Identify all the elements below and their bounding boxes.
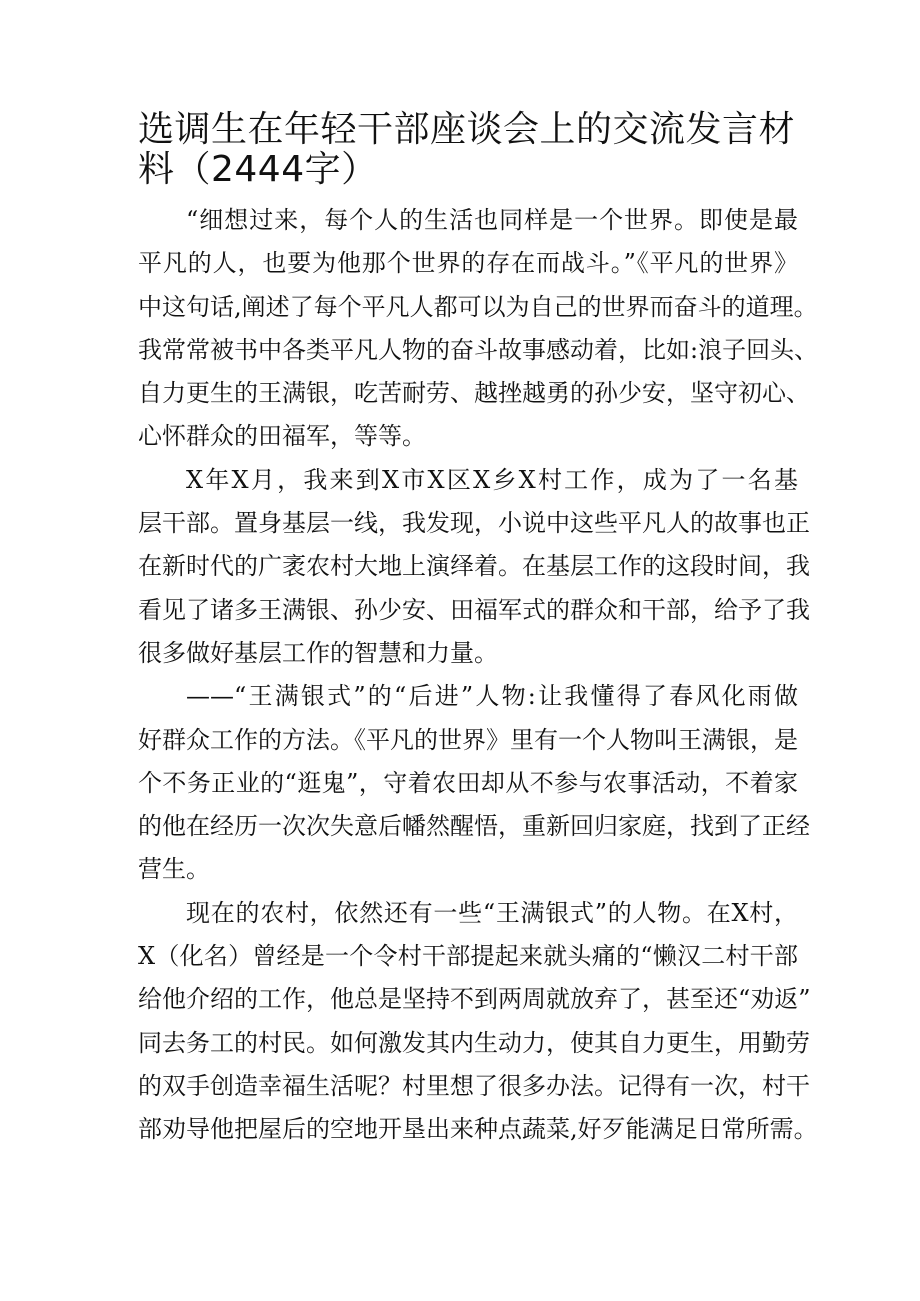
paragraph-line: X（化名）曾经是一个令村干部提起来就头痛的“懒汉二村干部 [138,942,798,971]
paragraph-line: 平凡的人，也要为他那个世界的存在而战斗。”《平凡的世界》 [138,249,798,278]
paragraph-line: 好群众工作的方法。《平凡的世界》里有一个人物叫王满银，是 [138,725,798,754]
paragraph-line: 给他介绍的工作，他总是坚持不到两周就放弃了，甚至还“劝返” [138,985,811,1014]
paragraph-line: “细想过来，每个人的生活也同样是一个世界。即使是最 [186,206,798,234]
title-line-2: 料（2444字） [138,149,378,190]
paragraph-line: 很多做好基层工作的智慧和力量。 [138,638,498,667]
paragraph-line: 同去务工的村民。如何激发其内生动力，使其自力更生，用勤劳 [138,1028,810,1057]
paragraph-line: 在新时代的广袤农村大地上演绎着。在基层工作的这段时间，我 [138,552,810,581]
paragraph-3 [138,675,810,891]
paragraph-line: 的他在经历一次次失意后幡然醒悟，重新回归家庭，找到了正经 [138,812,810,841]
paragraph-line: 现在的农村，依然还有一些“王满银式”的人物。在X村， [186,898,798,927]
paragraph-line: 中这句话,阐述了每个平凡人都可以为自己的世界而奋斗的道理。 [138,292,818,321]
paragraph-2 [138,459,810,675]
paragraph-line: 自力更生的王满银，吃苦耐劳、越挫越勇的孙少安，坚守初心、 [138,379,810,408]
paragraph-line: 个不务正业的“逛鬼”，守着农田却从不参与农事活动，不着家 [138,768,798,797]
paragraph-line: 我常常被书中各类平凡人物的奋斗故事感动着，比如:浪子回头、 [138,335,819,364]
paragraph-line: X年X月，我来到X市X区X乡X村工作，成为了一名基 [186,465,798,494]
paragraph-line: 部劝导他把屋后的空地开垦出来种点蔬菜,好歹能满足日常所需。 [138,1115,818,1144]
paragraph-line: 心怀群众的田福军，等等。 [138,422,426,451]
title-line-1: 选调生在年轻干部座谈会上的交流发言材 [138,109,796,150]
paragraph-4 [138,892,818,1152]
document-title [138,110,798,190]
paragraph-1 [138,199,819,459]
document-body [138,199,819,1152]
paragraph-line: 的双手创造幸福生活呢？村里想了很多办法。记得有一次，村干 [138,1071,810,1100]
paragraph-line: 营生。 [138,855,210,884]
paragraph-line: 看见了诸多王满银、孙少安、田福军式的群众和干部，给予了我 [138,595,810,624]
paragraph-line: ——“王满银式”的“后进”人物:让我懂得了春风化雨做 [186,682,798,711]
paragraph-line: 层干部。置身基层一线，我发现，小说中这些平凡人的故事也正 [138,509,810,538]
